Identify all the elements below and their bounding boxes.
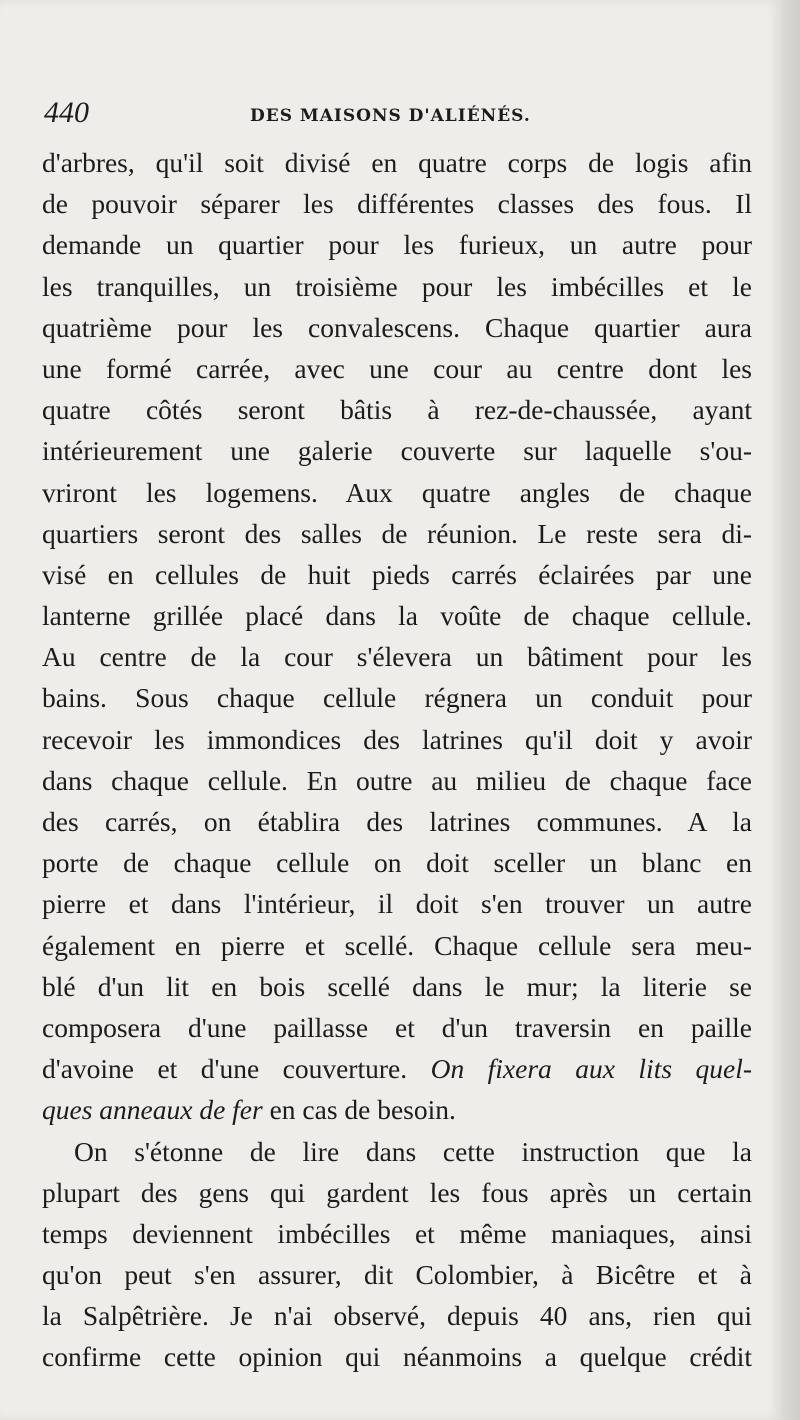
text-line: des carrés, on établira des latrines communes. A la <box>42 806 752 837</box>
text-line: qu'on peut s'en assurer, dit Colombier, à Bicêtre et à <box>42 1259 752 1291</box>
text-line: plupart des gens qui gardent les fous après un certain <box>42 1176 752 1208</box>
running-head: DES MAISONS D'ALIÉNÉS. <box>250 106 531 126</box>
text-line: la Salpêtrière. Je n'ai observé, depuis 40 ans, rien qui <box>42 1300 752 1332</box>
text-line: les tranquilles, un troisième pour les imbécilles et le <box>42 270 752 302</box>
text-line: lanterne grillée placé dans la voûte de chaque cellule. <box>42 600 752 632</box>
text-line: quatre côtés seront bâtis à rez-de-chaussée, ayant <box>42 394 752 426</box>
paragraph-first-line: On s'étonne de lire dans cette instruction que la <box>74 1135 752 1167</box>
text-line: pierre et dans l'intérieur, il doit s'en trouver un autre <box>42 888 752 920</box>
italic-phrase: ques anneaux de fer <box>42 1094 263 1126</box>
page-edge <box>782 0 800 1420</box>
text-line: dans chaque cellule. En outre au milieu de chaque face <box>42 764 752 796</box>
text-line: de pouvoir séparer les différentes classes des fous. Il <box>42 188 752 220</box>
page-header <box>44 96 754 136</box>
body-text <box>42 142 752 1378</box>
text-segment: d'avoine et d'une couverture. <box>42 1053 408 1085</box>
italic-phrase: On fixera aux lits quel- <box>430 1053 753 1085</box>
text-line: blé d'un lit en bois scellé dans le mur; la literie se <box>42 970 752 1002</box>
text-line: intérieurement une galerie couverte sur laquelle s'ou- <box>42 435 752 467</box>
text-line: confirme cette opinion qui néanmoins a quelque crédit <box>42 1341 752 1373</box>
text-segment: en cas de besoin. <box>269 1094 456 1126</box>
text-line: porte de chaque cellule on doit sceller un blanc en <box>42 847 752 879</box>
page-number: 440 <box>44 96 89 129</box>
text-line-with-italic <box>42 1089 752 1130</box>
text-line: demande un quartier pour les furieux, un autre pour <box>42 229 752 261</box>
text-line: vriront les logemens. Aux quatre angles de chaque <box>42 476 752 508</box>
text-line: quatrième pour les convalescens. Chaque quartier aura <box>42 311 752 343</box>
text-line: recevoir les immondices des latrines qu'il doit y avoir <box>42 723 752 755</box>
text-line-with-italic <box>42 1048 752 1089</box>
text-line: une formé carrée, avec une cour au centre dont les <box>42 352 752 384</box>
text-line: Au centre de la cour s'élevera un bâtiment pour les <box>42 641 752 673</box>
text-line: bains. Sous chaque cellule régnera un conduit pour <box>42 682 752 714</box>
text-line: temps deviennent imbécilles et même maniaques, ainsi <box>42 1217 752 1249</box>
text-line: visé en cellules de huit pieds carrés éclairées par une <box>42 558 752 590</box>
text-line: quartiers seront des salles de réunion. Le reste sera di- <box>42 517 752 549</box>
text-line: d'arbres, qu'il soit divisé en quatre corps de logis afin <box>42 147 752 178</box>
text-line: également en pierre et scellé. Chaque cellule sera meu- <box>42 929 752 961</box>
text-line: composera d'une paillasse et d'un traversin en paille <box>42 1011 752 1043</box>
